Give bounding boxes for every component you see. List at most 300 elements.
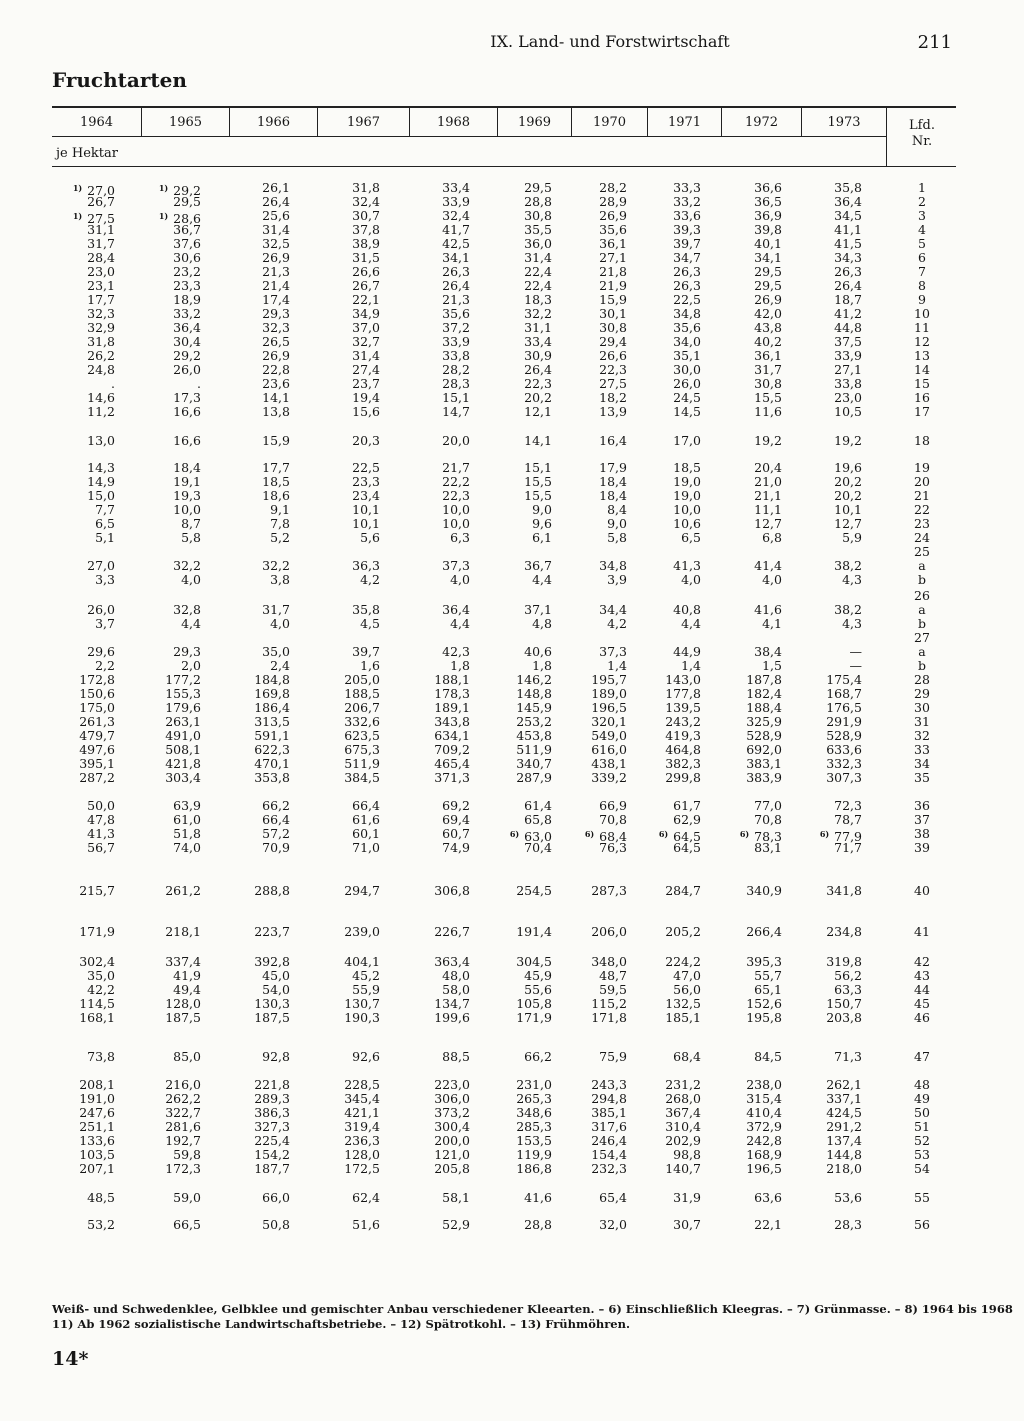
row-number: 20 xyxy=(914,474,930,489)
table-cell: 48,7 xyxy=(599,968,627,983)
table-cell: 143,0 xyxy=(665,672,701,687)
table-cell: 83,1 xyxy=(754,840,782,855)
table-cell: 36,3 xyxy=(352,558,380,573)
table-cell: 65,1 xyxy=(754,982,782,997)
table-cell: 289,3 xyxy=(254,1091,290,1106)
table-cell: 153,5 xyxy=(516,1133,552,1148)
table-cell: 675,3 xyxy=(344,742,380,757)
table-cell: 29,5 xyxy=(754,278,782,293)
table-cell: 243,3 xyxy=(591,1077,627,1092)
table-cell: — xyxy=(849,658,862,673)
table-cell: 48,5 xyxy=(87,1190,115,1205)
table-cell: 470,1 xyxy=(254,756,290,771)
table-cell: 85,0 xyxy=(173,1049,201,1064)
table-cell: 41,9 xyxy=(173,968,201,983)
table-row xyxy=(0,461,1024,475)
table-cell: 37,3 xyxy=(599,644,627,659)
footnote-marker: 6) xyxy=(584,829,595,839)
row-number: 49 xyxy=(914,1091,930,1106)
table-cell: 40,6 xyxy=(524,644,552,659)
footnote-marker: 6) xyxy=(658,829,669,839)
table-cell: 178,3 xyxy=(434,686,470,701)
table-cell: 4,3 xyxy=(842,616,862,631)
table-cell: 26,7 xyxy=(87,194,115,209)
row-number: 37 xyxy=(914,812,930,827)
table-cell: 12,7 xyxy=(754,516,782,531)
table-cell: 28,4 xyxy=(87,250,115,265)
table-cell: 207,1 xyxy=(79,1161,115,1176)
table-cell: 37,3 xyxy=(442,558,470,573)
table-cell: 35,6 xyxy=(599,222,627,237)
table-cell: 373,2 xyxy=(434,1105,470,1120)
table-cell: 8,4 xyxy=(607,502,627,517)
table-cell: 6,3 xyxy=(450,530,470,545)
table-cell: 16,6 xyxy=(173,433,201,448)
table-cell: 291,2 xyxy=(826,1119,862,1134)
row-number: 25 xyxy=(914,544,930,559)
table-cell: 179,6 xyxy=(165,700,201,715)
table-cell: 26,7 xyxy=(352,278,380,293)
table-cell: 188,1 xyxy=(434,672,470,687)
table-cell: 40,8 xyxy=(673,602,701,617)
table-cell: 59,8 xyxy=(173,1147,201,1162)
table-cell: 42,2 xyxy=(87,982,115,997)
table-cell: 315,4 xyxy=(746,1091,782,1106)
table-cell: 363,4 xyxy=(434,954,470,969)
table-cell: 10,6 xyxy=(673,516,701,531)
table-cell: 30,7 xyxy=(352,208,380,223)
table-cell: 63,6 xyxy=(754,1190,782,1205)
table-cell: 15,5 xyxy=(524,474,552,489)
table-cell: 70,4 xyxy=(524,840,552,855)
table-cell: 4,8 xyxy=(532,616,552,631)
table-cell: 57,2 xyxy=(262,826,290,841)
table-row xyxy=(0,715,1024,729)
table-cell: 18,9 xyxy=(173,292,201,307)
table-cell: 38,9 xyxy=(352,236,380,251)
table-cell: 61,0 xyxy=(173,812,201,827)
table-cell: 25,6 xyxy=(262,208,290,223)
table-cell: 9,0 xyxy=(532,502,552,517)
table-cell: 223,0 xyxy=(434,1077,470,1092)
table-cell: 453,8 xyxy=(516,728,552,743)
table-cell: 37,1 xyxy=(524,602,552,617)
table-cell: 28,2 xyxy=(599,180,627,195)
table-cell: 184,8 xyxy=(254,672,290,687)
table-row xyxy=(0,1218,1024,1232)
table-cell: 66,4 xyxy=(352,798,380,813)
table-cell: 9,0 xyxy=(607,516,627,531)
table-cell: 45,2 xyxy=(352,968,380,983)
table-row xyxy=(0,631,1024,645)
table-cell: 192,7 xyxy=(165,1133,201,1148)
row-number: 47 xyxy=(914,1049,930,1064)
table-cell: 19,0 xyxy=(673,474,701,489)
table-cell: 35,5 xyxy=(524,222,552,237)
table-cell: 424,5 xyxy=(826,1105,862,1120)
table-cell: 188,5 xyxy=(344,686,380,701)
table-row xyxy=(0,659,1024,673)
table-cell: 41,5 xyxy=(834,236,862,251)
table-cell: 15,1 xyxy=(442,390,470,405)
table-cell: 633,6 xyxy=(826,742,862,757)
table-cell: 307,3 xyxy=(826,770,862,785)
table-cell: 319,8 xyxy=(826,954,862,969)
table-cell: 385,1 xyxy=(591,1105,627,1120)
table-cell: 42,3 xyxy=(442,644,470,659)
table-cell: 34,8 xyxy=(673,306,701,321)
table-cell: 327,3 xyxy=(254,1119,290,1134)
table-cell: 253,2 xyxy=(516,714,552,729)
table-cell: 31,9 xyxy=(673,1190,701,1205)
table-cell: 30,0 xyxy=(673,362,701,377)
table-cell: 20,2 xyxy=(834,488,862,503)
table-cell: 36,0 xyxy=(524,236,552,251)
table-cell: 36,4 xyxy=(442,602,470,617)
table-row xyxy=(0,1148,1024,1162)
table-cell: 31,7 xyxy=(262,602,290,617)
row-number: 10 xyxy=(914,306,930,321)
table-cell: 66,9 xyxy=(599,798,627,813)
table-cell: 13,0 xyxy=(87,433,115,448)
table-cell: 343,8 xyxy=(434,714,470,729)
table-cell: 31,7 xyxy=(87,236,115,251)
table-cell: 339,2 xyxy=(591,770,627,785)
row-number: 1 xyxy=(918,180,926,195)
table-row xyxy=(0,884,1024,898)
row-number: 39 xyxy=(914,840,930,855)
table-cell: 205,0 xyxy=(344,672,380,687)
row-number: 40 xyxy=(914,883,930,898)
table-cell: 171,8 xyxy=(591,1010,627,1025)
table-cell: 34,4 xyxy=(599,602,627,617)
table-cell: 36,1 xyxy=(599,236,627,251)
table-cell: 17,4 xyxy=(262,292,290,307)
table-cell: 616,0 xyxy=(591,742,627,757)
table-cell: 175,4 xyxy=(826,672,862,687)
table-cell: 30,4 xyxy=(173,334,201,349)
table-cell: 3,8 xyxy=(270,572,290,587)
table-cell: 37,2 xyxy=(442,320,470,335)
table-cell: 511,9 xyxy=(516,742,552,757)
table-cell: 32,2 xyxy=(173,558,201,573)
table-cell: 438,1 xyxy=(591,756,627,771)
nr-label: Nr. xyxy=(911,134,933,149)
table-cell: 36,7 xyxy=(524,558,552,573)
table-cell: 41,4 xyxy=(754,558,782,573)
table-cell: 33,9 xyxy=(442,194,470,209)
table-cell: 208,1 xyxy=(79,1077,115,1092)
table-cell: 30,1 xyxy=(599,306,627,321)
table-cell: 371,3 xyxy=(434,770,470,785)
table-cell: 41,7 xyxy=(442,222,470,237)
table-cell: 29,6 xyxy=(87,644,115,659)
table-cell: 18,7 xyxy=(834,292,862,307)
table-cell: 21,1 xyxy=(754,488,782,503)
row-number: 52 xyxy=(914,1133,930,1148)
table-row xyxy=(0,1191,1024,1205)
table-row xyxy=(0,589,1024,603)
table-row xyxy=(0,743,1024,757)
row-number: b xyxy=(917,572,926,587)
table-cell: 22,5 xyxy=(352,460,380,475)
footnote-marker: 1) xyxy=(72,211,83,221)
table-cell: 155,3 xyxy=(165,686,201,701)
table-row xyxy=(0,1134,1024,1148)
table-cell: 15,5 xyxy=(754,390,782,405)
table-cell: 92,6 xyxy=(352,1049,380,1064)
table-cell: 22,3 xyxy=(599,362,627,377)
table-cell: 195,8 xyxy=(746,1010,782,1025)
table-row xyxy=(0,377,1024,391)
table-cell: 40,2 xyxy=(754,334,782,349)
table-cell: 395,3 xyxy=(746,954,782,969)
table-cell: 21,9 xyxy=(599,278,627,293)
table-cell: 168,9 xyxy=(746,1147,782,1162)
table-cell: 231,2 xyxy=(665,1077,701,1092)
table-cell: 21,0 xyxy=(754,474,782,489)
table-row xyxy=(0,757,1024,771)
table-cell: 261,3 xyxy=(79,714,115,729)
table-row xyxy=(0,1162,1024,1176)
table-cell: 19,2 xyxy=(754,433,782,448)
table-cell: 27,1 xyxy=(599,250,627,265)
table-cell: 128,0 xyxy=(165,996,201,1011)
table-cell: 17,3 xyxy=(173,390,201,405)
table-cell: 29,2 xyxy=(173,348,201,363)
table-cell: 302,4 xyxy=(79,954,115,969)
table-cell: 32,5 xyxy=(262,236,290,251)
table-row xyxy=(0,701,1024,715)
table-cell: 58,1 xyxy=(442,1190,470,1205)
table-cell: 294,7 xyxy=(344,883,380,898)
table-cell: 23,7 xyxy=(352,376,380,391)
table-cell: 20,4 xyxy=(754,460,782,475)
table-cell: 34,1 xyxy=(754,250,782,265)
table-cell: 223,7 xyxy=(254,924,290,939)
table-cell: 14,1 xyxy=(524,433,552,448)
table-cell: 53,6 xyxy=(834,1190,862,1205)
table-cell: 4,3 xyxy=(842,572,862,587)
table-cell: 464,8 xyxy=(665,742,701,757)
table-cell: 50,0 xyxy=(87,798,115,813)
table-cell: 26,9 xyxy=(262,348,290,363)
table-cell: 231,0 xyxy=(516,1077,552,1092)
footnote-marker: 6) xyxy=(739,829,750,839)
table-cell: 44,9 xyxy=(673,644,701,659)
table-cell: 34,0 xyxy=(673,334,701,349)
table-cell: 182,4 xyxy=(746,686,782,701)
table-cell: 421,8 xyxy=(165,756,201,771)
table-cell: 54,0 xyxy=(262,982,290,997)
row-number: 53 xyxy=(914,1147,930,1162)
table-cell: 384,5 xyxy=(344,770,380,785)
table-cell: 59,0 xyxy=(173,1190,201,1205)
table-cell: 1,4 xyxy=(681,658,701,673)
table-cell: 35,1 xyxy=(673,348,701,363)
table-cell: 64,5 xyxy=(673,840,701,855)
row-number: 15 xyxy=(914,376,930,391)
table-cell: 35,0 xyxy=(262,644,290,659)
row-number: 38 xyxy=(914,826,930,841)
table-cell: 18,2 xyxy=(599,390,627,405)
table-cell: 34,3 xyxy=(834,250,862,265)
table-cell: 30,8 xyxy=(754,376,782,391)
table-cell: 42,0 xyxy=(754,306,782,321)
table-cell: 11,2 xyxy=(87,404,115,419)
row-number: a xyxy=(918,558,926,573)
table-cell: 28,3 xyxy=(834,1217,862,1232)
table-cell: 320,1 xyxy=(591,714,627,729)
year-header-1967: 1967 xyxy=(318,108,410,136)
table-cell: 33,4 xyxy=(524,334,552,349)
table-cell: 30,8 xyxy=(599,320,627,335)
row-number: 44 xyxy=(914,982,930,997)
table-cell: 188,4 xyxy=(746,700,782,715)
row-number: 14 xyxy=(914,362,930,377)
footnote-marker: 6) xyxy=(509,829,520,839)
table-cell: 14,5 xyxy=(673,404,701,419)
table-cell: 35,0 xyxy=(87,968,115,983)
table-cell: 24,5 xyxy=(673,390,701,405)
table-cell: 5,6 xyxy=(360,530,380,545)
table-cell: 186,4 xyxy=(254,700,290,715)
chapter-title: IX. Land- und Forstwirtschaft xyxy=(490,32,730,51)
table-cell: 4,5 xyxy=(360,616,380,631)
table-cell: 53,2 xyxy=(87,1217,115,1232)
table-cell: 4,4 xyxy=(532,572,552,587)
table-cell: 310,4 xyxy=(665,1119,701,1134)
table-cell: 145,9 xyxy=(516,700,552,715)
table-cell: 20,2 xyxy=(834,474,862,489)
table-row xyxy=(0,195,1024,209)
table-cell: 137,4 xyxy=(826,1133,862,1148)
table-cell: 18,6 xyxy=(262,488,290,503)
table-cell: 134,7 xyxy=(434,996,470,1011)
table-cell: 31,4 xyxy=(262,222,290,237)
table-cell: 218,0 xyxy=(826,1161,862,1176)
table-cell: 14,3 xyxy=(87,460,115,475)
table-cell: 268,0 xyxy=(665,1091,701,1106)
table-cell: 31,8 xyxy=(352,180,380,195)
table-cell: 33,8 xyxy=(442,348,470,363)
table-cell: 319,4 xyxy=(344,1119,380,1134)
table-cell: 10,0 xyxy=(442,502,470,517)
year-header-1973: 1973 xyxy=(827,115,861,130)
year-header-1969: 1969 xyxy=(498,108,572,136)
table-row xyxy=(0,293,1024,307)
table-cell: 332,6 xyxy=(344,714,380,729)
table-cell: 28,3 xyxy=(442,376,470,391)
table-cell: 32,9 xyxy=(87,320,115,335)
table-cell: 261,2 xyxy=(165,883,201,898)
table-cell: 58,0 xyxy=(442,982,470,997)
table-cell: 238,0 xyxy=(746,1077,782,1092)
table-cell: 189,1 xyxy=(434,700,470,715)
table-cell: 26,3 xyxy=(673,264,701,279)
table-cell: 146,2 xyxy=(516,672,552,687)
table-cell: 383,9 xyxy=(746,770,782,785)
table-cell: 23,0 xyxy=(87,264,115,279)
table-cell: 200,0 xyxy=(434,1133,470,1148)
table-cell: 1,8 xyxy=(450,658,470,673)
table-cell: 340,7 xyxy=(516,756,552,771)
table-cell: 26,2 xyxy=(87,348,115,363)
table-cell: 22,4 xyxy=(524,264,552,279)
table-cell: 337,1 xyxy=(826,1091,862,1106)
table-cell: 3,7 xyxy=(95,616,115,631)
table-cell: 172,5 xyxy=(344,1161,380,1176)
table-cell: $^{1)}$ 29,2 xyxy=(158,183,201,198)
table-cell: 32,4 xyxy=(442,208,470,223)
table-cell: 30,9 xyxy=(524,348,552,363)
table-cell: 4,0 xyxy=(181,572,201,587)
table-cell: 130,7 xyxy=(344,996,380,1011)
table-cell: 216,0 xyxy=(165,1077,201,1092)
table-cell: 45,9 xyxy=(524,968,552,983)
table-cell: 8,7 xyxy=(181,516,201,531)
table-cell: 26,9 xyxy=(262,250,290,265)
table-cell: 187,5 xyxy=(254,1010,290,1025)
row-number: 45 xyxy=(914,996,930,1011)
table-cell: 42,5 xyxy=(442,236,470,251)
table-cell: 395,1 xyxy=(79,756,115,771)
table-cell: 345,4 xyxy=(344,1091,380,1106)
table-cell: 383,1 xyxy=(746,756,782,771)
table-cell: 56,0 xyxy=(673,982,701,997)
table-cell: 39,8 xyxy=(754,222,782,237)
table-cell: 65,8 xyxy=(524,812,552,827)
table-cell: 41,1 xyxy=(834,222,862,237)
table-cell: 59,5 xyxy=(599,982,627,997)
table-cell: 6,8 xyxy=(762,530,782,545)
table-cell: 154,2 xyxy=(254,1147,290,1162)
table-cell: 372,9 xyxy=(746,1119,782,1134)
table-cell: 7,7 xyxy=(95,502,115,517)
table-cell: 168,7 xyxy=(826,686,862,701)
table-cell: 262,1 xyxy=(826,1077,862,1092)
table-cell: 68,4 xyxy=(673,1049,701,1064)
row-number: 56 xyxy=(914,1217,930,1232)
row-number: 26 xyxy=(914,588,930,603)
table-cell: 622,3 xyxy=(254,742,290,757)
table-cell: 23,3 xyxy=(173,278,201,293)
row-number: 19 xyxy=(914,460,930,475)
table-row xyxy=(0,1011,1024,1025)
table-cell: 36,6 xyxy=(754,180,782,195)
table-cell: 37,5 xyxy=(834,334,862,349)
row-number: a xyxy=(918,602,926,617)
row-number: 8 xyxy=(918,278,926,293)
table-cell: 1,4 xyxy=(607,658,627,673)
table-cell: 410,4 xyxy=(746,1105,782,1120)
table-cell: 4,0 xyxy=(450,572,470,587)
table-cell: 32,2 xyxy=(524,306,552,321)
table-cell: 634,1 xyxy=(434,728,470,743)
year-header-1972: 1972 xyxy=(722,108,802,136)
table-cell: 242,8 xyxy=(746,1133,782,1148)
table-cell: 169,8 xyxy=(254,686,290,701)
table-row xyxy=(0,997,1024,1011)
table-cell: 52,9 xyxy=(442,1217,470,1232)
table-row xyxy=(0,237,1024,251)
table-cell: 23,4 xyxy=(352,488,380,503)
table-cell: 29,3 xyxy=(173,644,201,659)
table-cell: 33,6 xyxy=(673,208,701,223)
table-cell: 304,5 xyxy=(516,954,552,969)
unit-label: je Hektar xyxy=(56,146,118,161)
table-cell: 187,5 xyxy=(165,1010,201,1025)
